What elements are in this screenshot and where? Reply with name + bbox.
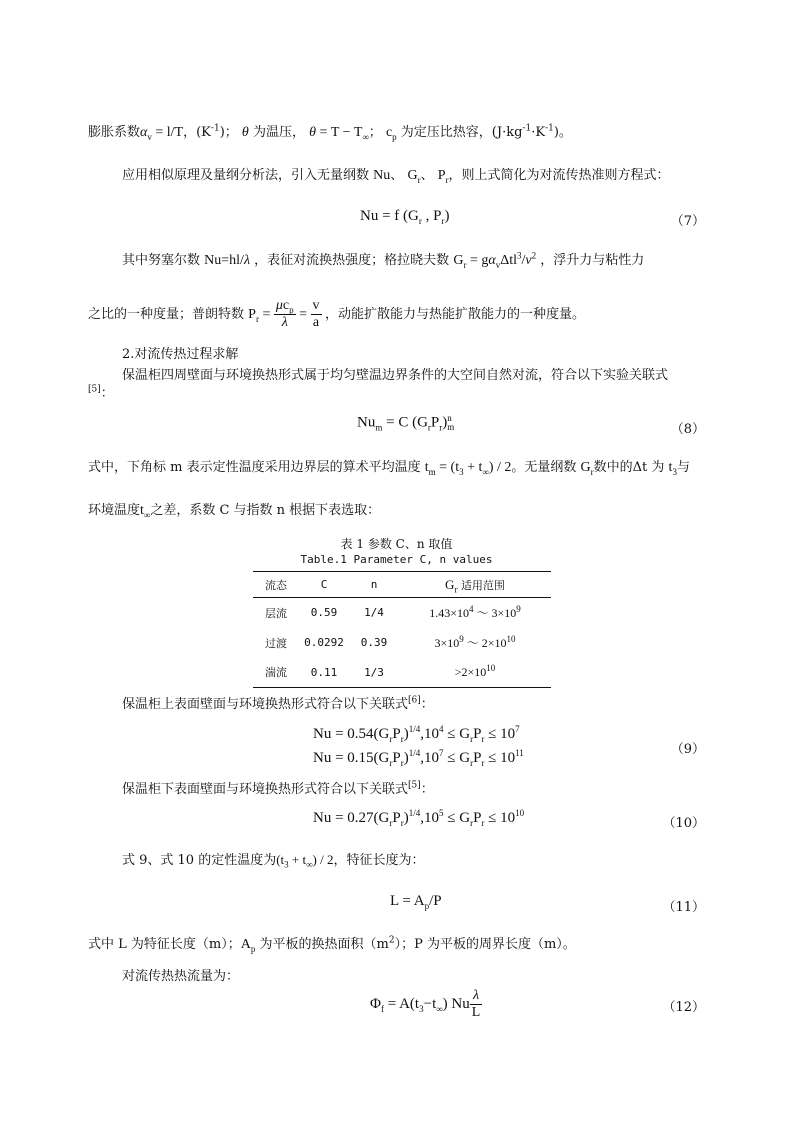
text-line: 膨胀系数$\alpha_v = l/T$，$(K^{-1})$； θ 为温压， $\theta = T - T_\infty$； $c_p$ 为定压比热容，$(J\cdot kg^{-1}\cdot K^{-1})$。 [88, 123, 572, 142]
equation-11: $L = A_p/P$ [390, 893, 442, 911]
table-row: 层流 0.59 1/4 $1.43\times 10^4$ ～ $3\times 10^9$ [265, 604, 521, 621]
parameter-table [253, 571, 551, 688]
table-row: 湍流 0.11 1/3 $>2\times 10^{10}$ [253, 658, 551, 688]
text-line: 保温柜上表面壁面与环境换热形式符合以下关联式[6]： [122, 695, 434, 712]
text-line: 式中，下角标 m 表示定性温度采用边界层的算术平均温度 $t_m = (t_3 + t_\infty) / 2$。无量纲数 $G_r$数中的Δt 为 $t_3$与 [88, 460, 690, 477]
text-line: 应用相似原理及量纲分析法，引入无量纲数 Nu、 $G_r$、 $P_r$，则上式简化为对流传热准则方程式： [122, 168, 670, 185]
table-header: $G_r$ 适用范围 [399, 572, 551, 598]
table-header: 流态 [253, 572, 299, 598]
text-line: 保温柜下表面壁面与环境换热形式符合以下关联式[5]： [122, 780, 434, 797]
equation-number: （9） [670, 742, 705, 757]
equation-number: （12） [662, 1000, 705, 1015]
text-line: 保温柜四周壁面与环境换热形式属于均匀壁温边界条件的大空间自然对流，符合以下实验关联式 [122, 368, 669, 383]
equation-12: $\Phi_f = A(t_3-t_\infty)$ Nu $\frac{\lambda}{L}$ [370, 988, 481, 1020]
table-caption-en: Table.1 Parameter C, n values [300, 553, 493, 566]
equation-10: $Nu = 0.27(G_rP_r)^{1/4},10^5 \le G_rP_r \le 10^{10}$ [313, 808, 525, 828]
text-line: 式中 L 为特征长度（m）；$A_p$ 为平板的换热面积$(m^2)$；P 为平板的周界长度（m）。 [88, 935, 576, 954]
text-line: 对流传热热流量为： [122, 969, 240, 984]
table-row: 过渡 0.0292 0.39 $3\times 10^9$ ～ $2\times 10^{10}$ [265, 634, 516, 650]
table-caption: 表 1 参数 C、n 取值 [340, 537, 453, 551]
table-header: C [299, 572, 349, 598]
equation-8: $Nu_m = C$ $(G_rP_r)$ n m [357, 413, 455, 433]
text-line: 环境温度$t_\infty$之差，系数 C 与指数 n 根据下表选取： [88, 503, 381, 520]
equation-number: （11） [662, 900, 705, 915]
equation-number: （7） [670, 214, 705, 229]
equation-9: $Nu = 0.54(G_rP_r)^{1/4},10^4 \le G_rP_r \le 10^7$ $Nu = 0.15(G_rP_r)^{1/4},10^7 \le G_rP_r \le 10^{11}$ [313, 724, 524, 768]
text-line: [5]： [88, 384, 114, 401]
text-line: 之比的一种度量；普朗特数 $P_r$ = $\frac{\mu c_p}{\lambda}$ = $\frac{v}{a}$ ，动能扩散能力与热能扩散能力的一种度量。 [88, 298, 586, 331]
equation-number: （8） [670, 422, 705, 437]
text-line: 式 9、式 10 的定性温度为$(t_3 + t_\infty) / 2$，特征长度为： [122, 852, 425, 870]
table-header: n [349, 572, 399, 598]
text-line: 其中努塞尔数 Nu=hl/λ ，表征对流换热强度；格拉晓夫数 $G_r = g\alpha_v\Delta tl^3/\nu^2$ ，浮升力与粘性力 [122, 250, 645, 270]
section-heading: 2.对流传热过程求解 [122, 347, 239, 362]
equation-number: （10） [662, 816, 705, 831]
equation-7: Nu = f ($G_r$ , $P_r$) [360, 208, 450, 226]
